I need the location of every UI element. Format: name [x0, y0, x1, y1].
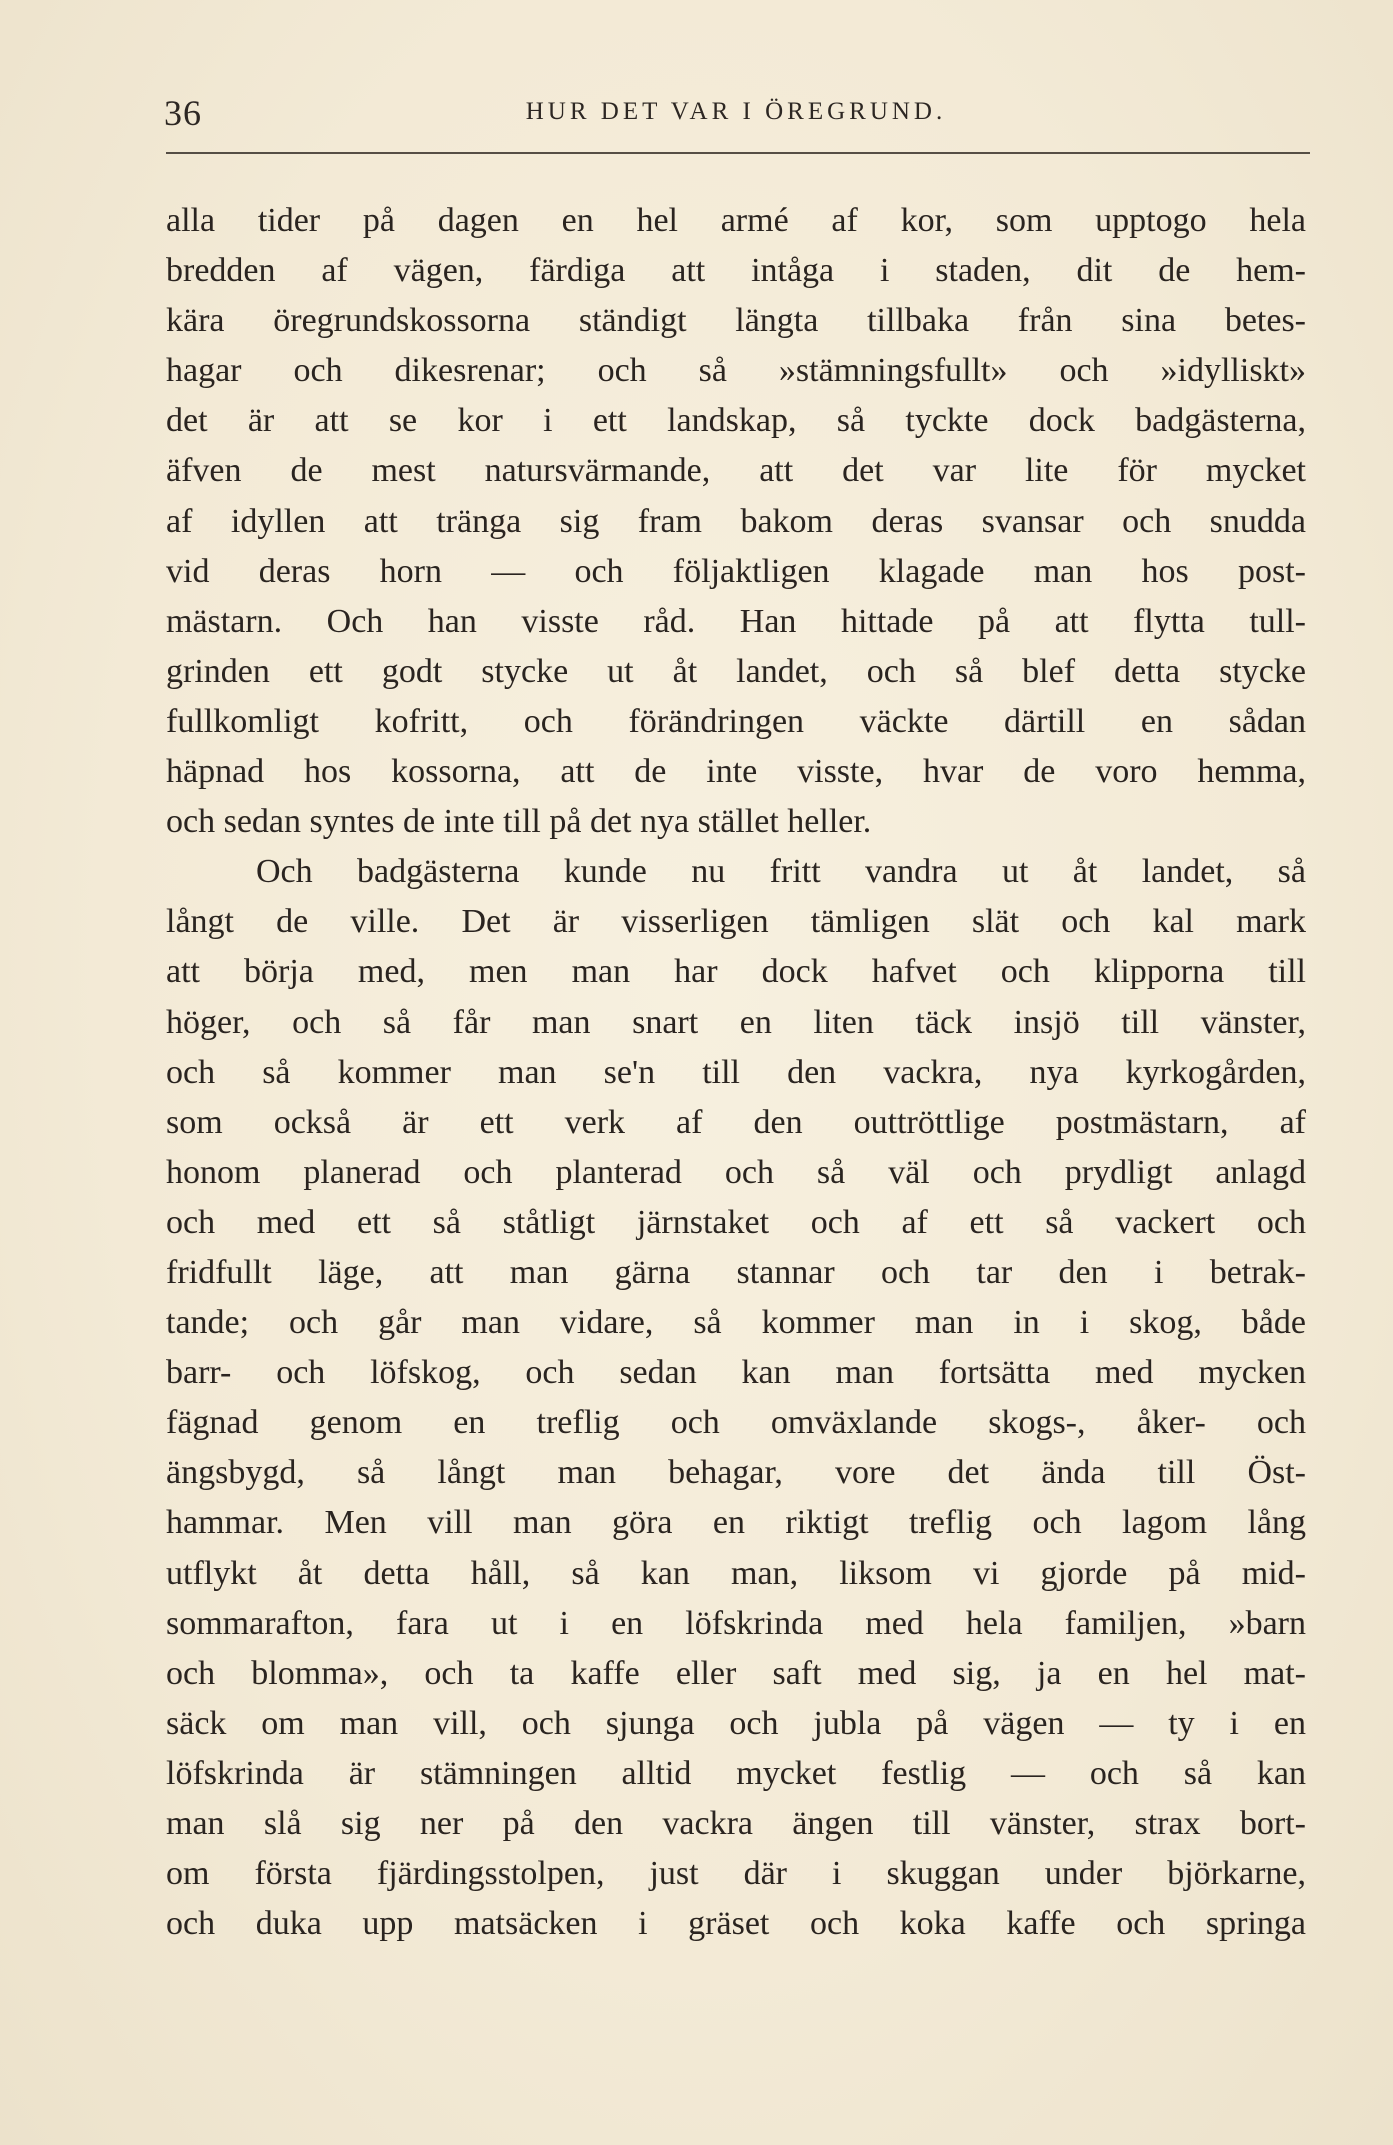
body-text — [166, 196, 1306, 1949]
text-line: häpnad hos kossorna, att de inte visste, hvar de voro hemma, — [166, 753, 1306, 791]
text-line: ängsbygd, så långt man behagar, vore det ända till Öst- — [166, 1454, 1306, 1492]
running-head: HUR DET VAR I ÖREGRUND. — [525, 98, 947, 125]
text-line: löfskrinda är stämningen alltid mycket festlig — och så kan — [166, 1754, 1306, 1792]
text-line: hammar. Men vill man göra en riktigt treflig och lagom lång — [166, 1504, 1306, 1542]
text-line: långt de ville. Det är visserligen tämligen slät och kal mark — [166, 903, 1306, 941]
text-line: höger, och så får man snart en liten täck insjö till vänster, — [166, 1003, 1306, 1041]
text-line: som också är ett verk af den outtröttlige postmästarn, af — [166, 1103, 1306, 1141]
text-line: och duka upp matsäcken i gräset och koka kaffe och springa — [166, 1905, 1306, 1943]
text-line: man slå sig ner på den vackra ängen till vänster, strax bort- — [166, 1805, 1306, 1842]
text-line: och så kommer man se'n till den vackra, nya kyrkogården, — [166, 1053, 1306, 1091]
text-line: om första fjärdingsstolpen, just där i skuggan under björkarne, — [166, 1855, 1306, 1893]
header-rule — [166, 152, 1310, 154]
text-line: och sedan syntes de inte till på det nya stället heller. — [166, 803, 872, 841]
text-line: säck om man vill, och sjunga och jubla på vägen — ty i en — [166, 1704, 1306, 1742]
page-number: 36 — [164, 93, 202, 133]
text-line: bredden af vägen, färdiga att intåga i staden, dit de hem- — [166, 252, 1306, 290]
text-line: grinden ett godt stycke ut åt landet, och så blef detta stycke — [166, 652, 1306, 690]
text-line: fägnad genom en treflig och omväxlande skogs-, åker- och — [166, 1404, 1306, 1442]
text-line: barr- och löfskog, och sedan kan man fortsätta med mycken — [166, 1354, 1306, 1392]
text-line: äfven de mest natursvärmande, att det var lite för mycket — [166, 452, 1306, 490]
text-line: Och badgästerna kunde nu fritt vandra ut åt landet, så — [256, 853, 1306, 891]
text-line: tande; och går man vidare, så kommer man in i skog, både — [166, 1304, 1306, 1342]
text-line: sommarafton, fara ut i en löfskrinda med hela familjen, »barn — [166, 1604, 1306, 1642]
text-line: fullkomligt kofritt, och förändringen väckte därtill en sådan — [166, 702, 1306, 740]
text-line: hagar och dikesrenar; och så »stämningsfullt» och »idylliskt» — [166, 352, 1306, 390]
page-header — [164, 92, 1308, 132]
text-line: och blomma», och ta kaffe eller saft med sig, ja en hel mat- — [166, 1654, 1306, 1692]
text-line: det är att se kor i ett landskap, så tyckte dock badgästerna, — [166, 402, 1306, 440]
text-line: honom planerad och planterad och så väl och prydligt anlagd — [166, 1153, 1306, 1191]
text-line: kära öregrundskossorna ständigt längta tillbaka från sina betes- — [166, 302, 1306, 340]
text-line: utflykt åt detta håll, så kan man, liksom vi gjorde på mid- — [166, 1554, 1306, 1592]
text-line: alla tider på dagen en hel armé af kor, som upptogo hela — [166, 202, 1306, 239]
text-line: mästarn. Och han visste råd. Han hittade på att flytta tull- — [166, 602, 1306, 640]
text-line: af idyllen att tränga sig fram bakom deras svansar och snudda — [166, 502, 1306, 540]
text-line: fridfullt läge, att man gärna stannar och tar den i betrak- — [166, 1253, 1306, 1291]
text-line: vid deras horn — och följaktligen klagade man hos post- — [166, 552, 1306, 590]
text-line: och med ett så ståtligt järnstaket och af ett så vackert och — [166, 1203, 1306, 1241]
text-line: att börja med, men man har dock hafvet och klipporna till — [166, 953, 1306, 991]
